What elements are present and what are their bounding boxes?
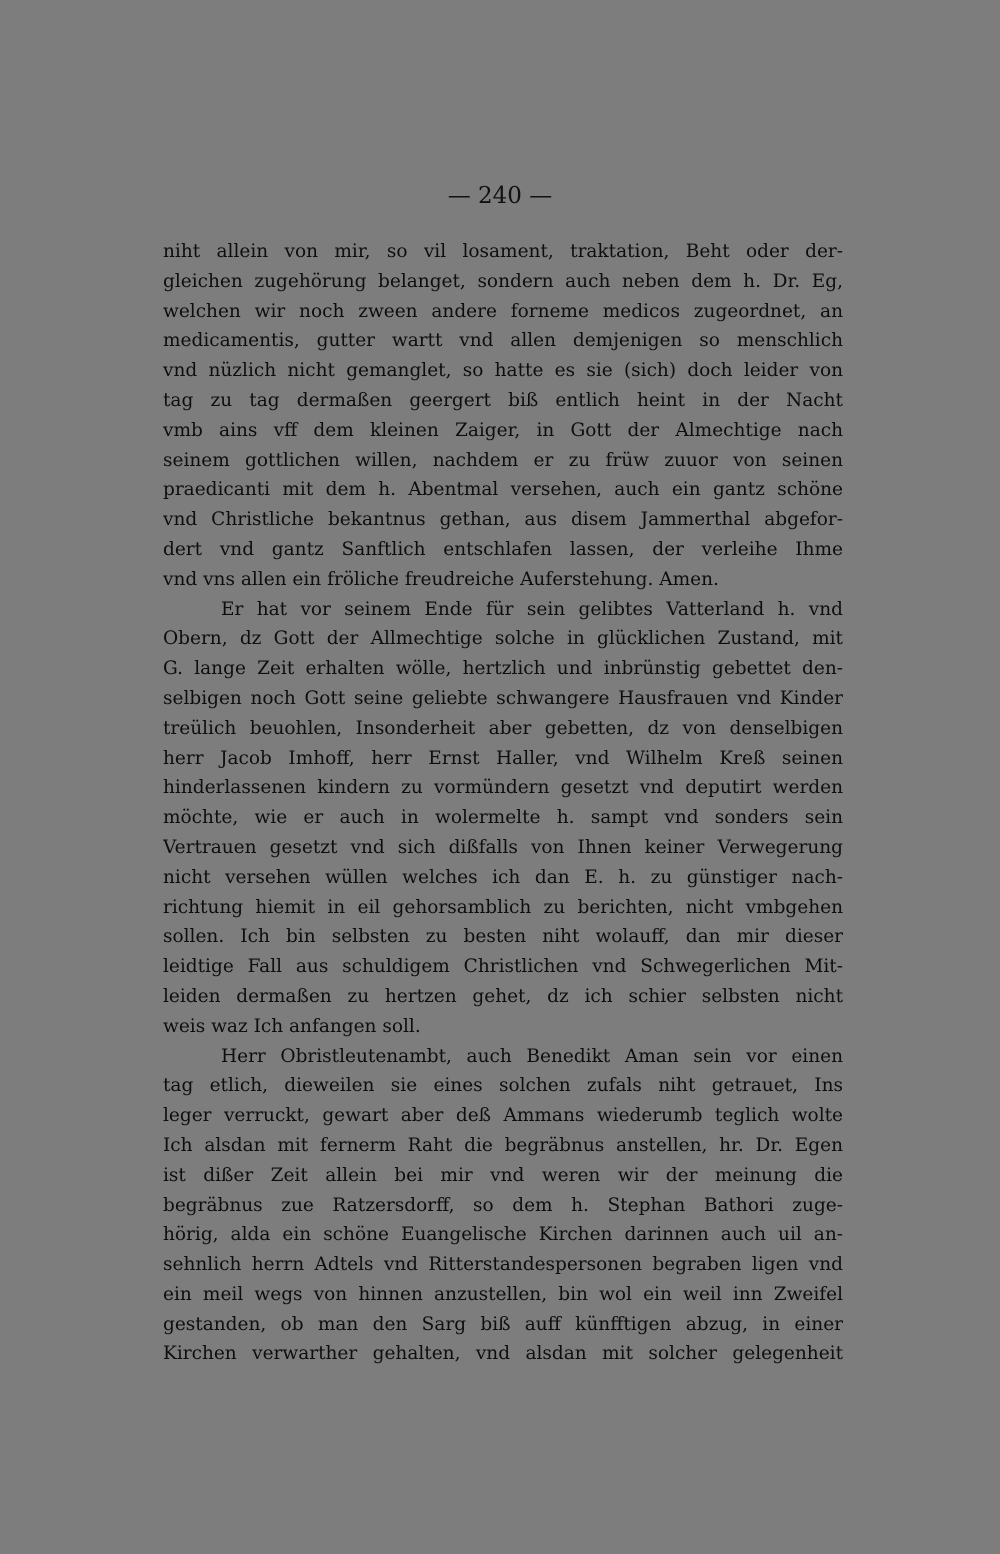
text-line: hörig, alda ein schöne Euangelische Kirchen darinnen auch uil an- xyxy=(163,1224,843,1246)
text-line: gleichen zugehörung belanget, sondern auch neben dem h. Dr. Eg, xyxy=(163,270,843,292)
text-line: treülich beuohlen, Insonderheit aber gebetten, dz von denselbigen xyxy=(163,717,843,739)
text-line: vmb ains vff dem kleinen Zaiger, in Gott der Almechtige nach xyxy=(163,419,843,441)
body-text xyxy=(163,237,843,1369)
text-line: G. lange Zeit erhalten wölle, hertzlich und inbrünstig gebettet den- xyxy=(163,658,843,680)
text-line: weis waz Ich anfangen soll. xyxy=(163,1015,421,1037)
text-line: Herr Obristleutenambt, auch Benedikt Aman sein vor einen xyxy=(221,1045,843,1067)
text-line: nicht versehen wüllen welches ich dan E. h. zu günstiger nach- xyxy=(163,866,843,888)
text-line: seinem gottlichen willen, nachdem er zu früw zuuor von seinen xyxy=(163,449,843,471)
text-line: leger verruckt, gewart aber deß Ammans wiederumb teglich wolte xyxy=(163,1105,843,1127)
text-line: richtung hiemit in eil gehorsamblich zu berichten, nicht vmbgehen xyxy=(163,896,843,918)
text-line: Ich alsdan mit fernerm Raht die begräbnus anstellen, hr. Dr. Egen xyxy=(163,1134,843,1156)
text-line: vnd nüzlich nicht gemanglet, so hatte es sie (sich) doch leider von xyxy=(163,360,843,382)
text-line: sollen. Ich bin selbsten zu besten niht wolauff, dan mir dieser xyxy=(163,926,843,948)
text-line: leiden dermaßen zu hertzen gehet, dz ich schier selbsten nicht xyxy=(163,985,843,1007)
text-line: möchte, wie er auch in wolermelte h. sampt vnd sonders sein xyxy=(163,807,843,829)
text-line: leidtige Fall aus schuldigem Christlichen vnd Schwegerlichen Mit- xyxy=(163,956,843,978)
text-line: vnd Christliche bekantnus gethan, aus disem Jammerthal abgefor- xyxy=(163,509,843,531)
text-line: begräbnus zue Ratzersdorff, so dem h. Stephan Bathori zuge- xyxy=(163,1194,843,1216)
text-line: medicamentis, gutter wartt vnd allen demjenigen so menschlich xyxy=(163,330,843,352)
text-line: niht allein von mir, so vil losament, traktation, Beht oder der- xyxy=(163,241,843,262)
text-line: Obern, dz Gott der Allmechtige solche in glücklichen Zustand, mit xyxy=(163,628,843,650)
text-line: ist dißer Zeit allein bei mir vnd weren wir der meinung die xyxy=(163,1164,843,1186)
text-line: Kirchen verwarther gehalten, vnd alsdan mit solcher gelegenheit xyxy=(163,1343,843,1365)
text-line: herr Jacob Imhoff, herr Ernst Haller, vnd Wilhelm Kreß seinen xyxy=(163,747,843,769)
text-line: hinderlassenen kindern zu vormündern gesetzt vnd deputirt werden xyxy=(163,777,843,799)
page-number: — 240 — xyxy=(447,183,553,209)
text-line: Er hat vor seinem Ende für sein gelibtes Vatterland h. vnd xyxy=(221,598,843,620)
text-line: vnd vns allen ein fröliche freudreiche Auferstehung. Amen. xyxy=(163,568,719,590)
text-line: praedicanti mit dem h. Abentmal versehen, auch ein gantz schöne xyxy=(163,479,843,501)
text-line: ein meil wegs von hinnen anzustellen, bin wol ein weil inn Zweifel xyxy=(163,1283,843,1305)
text-line: selbigen noch Gott seine geliebte schwangere Hausfrauen vnd Kinder xyxy=(163,687,843,709)
text-line: welchen wir noch zween andere forneme medicos zugeordnet, an xyxy=(163,300,843,322)
text-line: gestanden, ob man den Sarg biß auff künfftigen abzug, in einer xyxy=(163,1313,843,1335)
text-line: dert vnd gantz Sanftlich entschlafen lassen, der verleihe Ihme xyxy=(163,538,843,560)
text-line: Vertrauen gesetzt vnd sich dißfalls von Ihnen keiner Verwegerung xyxy=(163,836,843,858)
text-line: tag etlich, dieweilen sie eines solchen zufals niht getrauet, Ins xyxy=(163,1075,843,1097)
text-line: sehnlich herrn Adtels vnd Ritterstandespersonen begraben ligen vnd xyxy=(163,1254,843,1276)
text-line: tag zu tag dermaßen geergert biß entlich heint in der Nacht xyxy=(163,389,843,411)
